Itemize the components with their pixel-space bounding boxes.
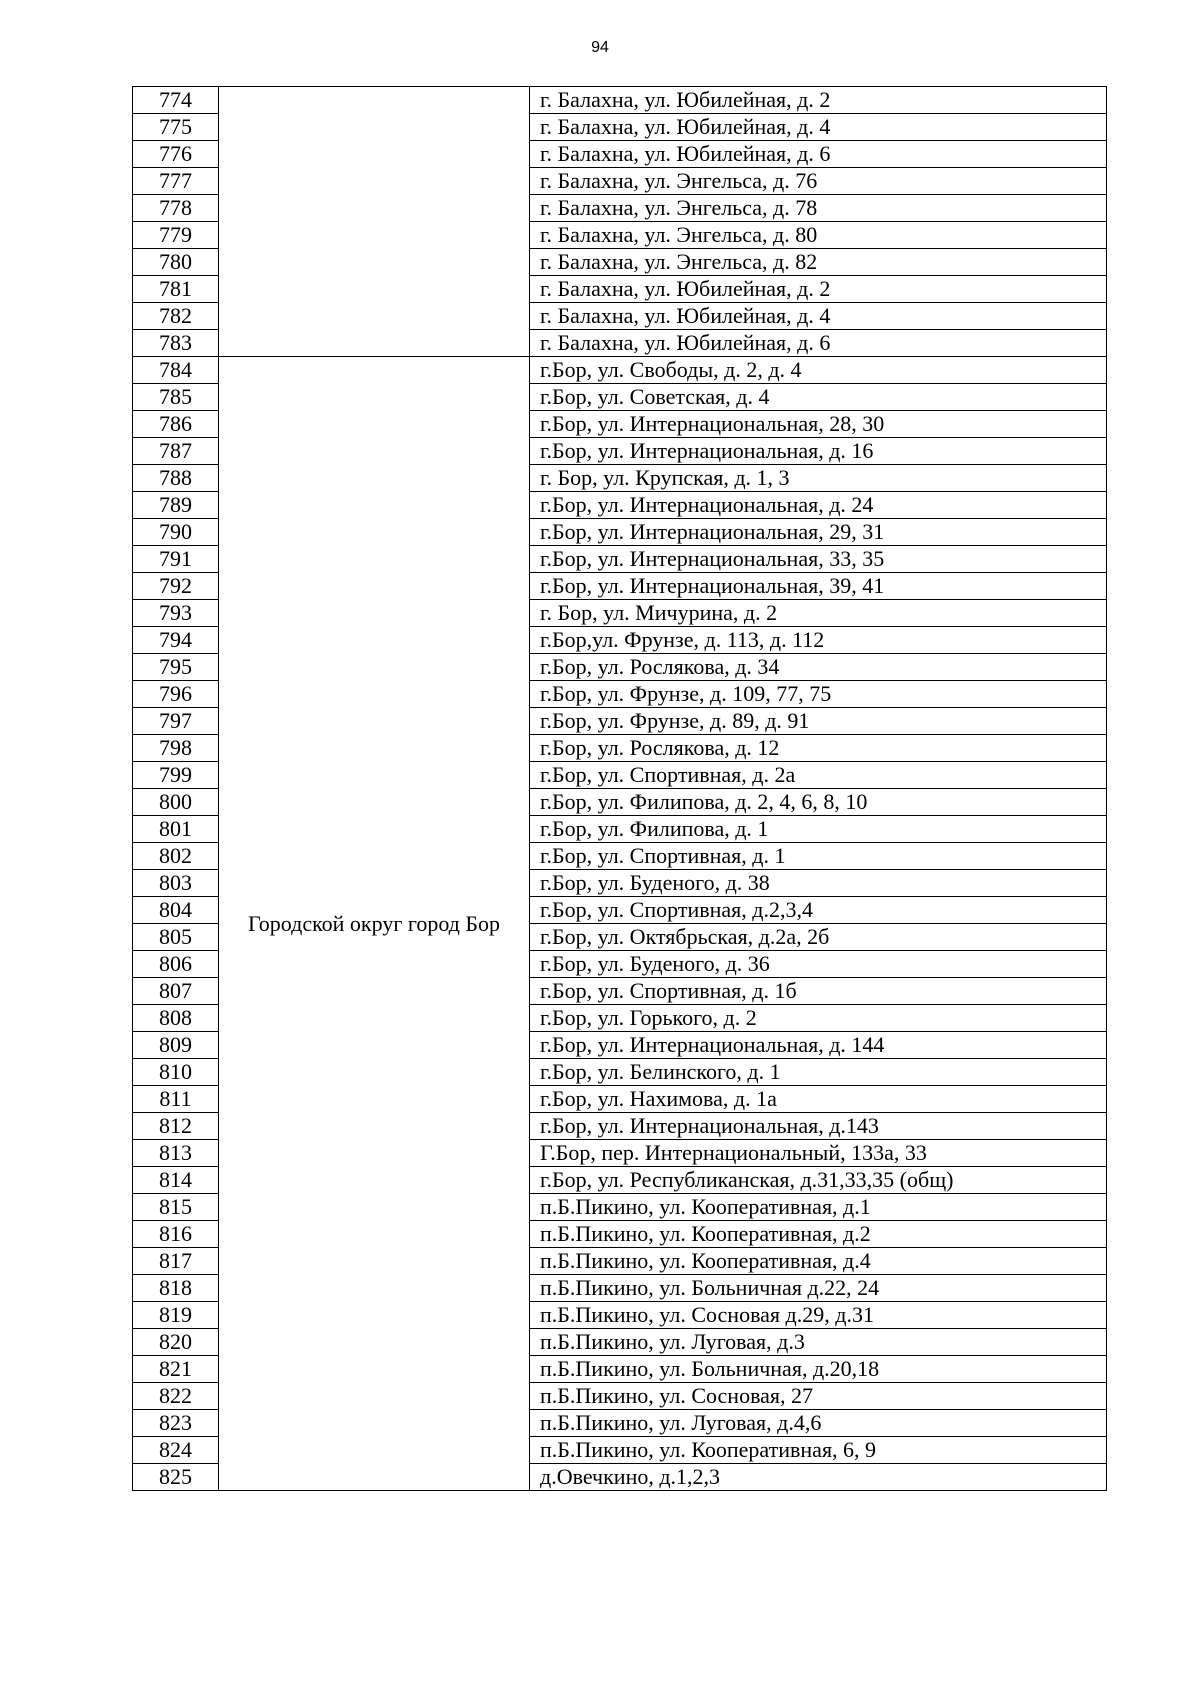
address-cell: г. Балахна, ул. Юбилейная, д. 6	[530, 141, 1107, 168]
address-cell: г.Бор, ул. Интернациональная, д. 16	[530, 438, 1107, 465]
row-number-cell: 813	[133, 1140, 219, 1167]
table-row	[133, 357, 1107, 384]
row-number-cell: 786	[133, 411, 219, 438]
row-number-cell: 781	[133, 276, 219, 303]
address-cell: г.Бор, ул. Филипова, д. 2, 4, 6, 8, 10	[530, 789, 1107, 816]
address-cell: г. Балахна, ул. Юбилейная, д. 2	[530, 276, 1107, 303]
row-number-cell: 800	[133, 789, 219, 816]
address-cell: г.Бор, ул. Интернациональная, д. 144	[530, 1032, 1107, 1059]
address-cell: г. Балахна, ул. Энгельса, д. 76	[530, 168, 1107, 195]
row-number-cell: 823	[133, 1410, 219, 1437]
address-cell: п.Б.Пикино, ул. Больничная, д.20,18	[530, 1356, 1107, 1383]
address-cell: п.Б.Пикино, ул. Кооперативная, д.4	[530, 1248, 1107, 1275]
address-cell: г. Бор, ул. Мичурина, д. 2	[530, 600, 1107, 627]
address-cell: г.Бор, ул. Свободы, д. 2, д. 4	[530, 357, 1107, 384]
address-table-body	[133, 87, 1107, 1491]
row-number-cell: 782	[133, 303, 219, 330]
address-cell: г.Бор, ул. Рослякова, д. 34	[530, 654, 1107, 681]
row-number-cell: 804	[133, 897, 219, 924]
row-number-cell: 818	[133, 1275, 219, 1302]
row-number-cell: 783	[133, 330, 219, 357]
address-cell: г.Бор, ул. Интернациональная, 33, 35	[530, 546, 1107, 573]
row-number-cell: 774	[133, 87, 219, 114]
row-number-cell: 819	[133, 1302, 219, 1329]
row-number-cell: 789	[133, 492, 219, 519]
address-cell: д.Овечкино, д.1,2,3	[530, 1464, 1107, 1491]
row-number-cell: 775	[133, 114, 219, 141]
row-number-cell: 814	[133, 1167, 219, 1194]
address-cell: г. Балахна, ул. Юбилейная, д. 4	[530, 114, 1107, 141]
row-number-cell: 791	[133, 546, 219, 573]
address-cell: г.Бор, ул. Филипова, д. 1	[530, 816, 1107, 843]
address-cell: г. Балахна, ул. Юбилейная, д. 2	[530, 87, 1107, 114]
row-number-cell: 825	[133, 1464, 219, 1491]
row-number-cell: 776	[133, 141, 219, 168]
row-number-cell: 787	[133, 438, 219, 465]
row-number-cell: 780	[133, 249, 219, 276]
address-cell: г.Бор, ул. Спортивная, д. 1	[530, 843, 1107, 870]
row-number-cell: 811	[133, 1086, 219, 1113]
address-cell: г.Бор, ул. Спортивная, д. 2а	[530, 762, 1107, 789]
row-number-cell: 795	[133, 654, 219, 681]
row-number-cell: 785	[133, 384, 219, 411]
address-cell: г. Балахна, ул. Юбилейная, д. 6	[530, 330, 1107, 357]
address-cell: г.Бор, ул. Интернациональная, д. 24	[530, 492, 1107, 519]
row-number-cell: 808	[133, 1005, 219, 1032]
row-number-cell: 806	[133, 951, 219, 978]
address-cell: г. Балахна, ул. Юбилейная, д. 4	[530, 303, 1107, 330]
row-number-cell: 817	[133, 1248, 219, 1275]
address-cell: п.Б.Пикино, ул. Кооперативная, д.1	[530, 1194, 1107, 1221]
row-number-cell: 821	[133, 1356, 219, 1383]
address-cell: п.Б.Пикино, ул. Сосновая, 27	[530, 1383, 1107, 1410]
address-cell: г.Бор, ул. Горького, д. 2	[530, 1005, 1107, 1032]
address-cell: г.Бор, ул. Советская, д. 4	[530, 384, 1107, 411]
page-number: 94	[591, 39, 609, 56]
address-cell: п.Б.Пикино, ул. Кооперативная, 6, 9	[530, 1437, 1107, 1464]
address-cell: г.Бор, ул. Нахимова, д. 1а	[530, 1086, 1107, 1113]
address-cell: г.Бор, ул. Белинского, д. 1	[530, 1059, 1107, 1086]
address-cell: г.Бор, ул. Спортивная, д.2,3,4	[530, 897, 1107, 924]
address-cell: г.Бор, ул. Буденого, д. 38	[530, 870, 1107, 897]
row-number-cell: 803	[133, 870, 219, 897]
row-number-cell: 807	[133, 978, 219, 1005]
district-cell	[219, 87, 530, 357]
address-cell: г.Бор, ул. Буденого, д. 36	[530, 951, 1107, 978]
row-number-cell: 809	[133, 1032, 219, 1059]
row-number-cell: 802	[133, 843, 219, 870]
address-cell: г.Бор, ул. Интернациональная, 29, 31	[530, 519, 1107, 546]
row-number-cell: 824	[133, 1437, 219, 1464]
row-number-cell: 788	[133, 465, 219, 492]
address-cell: г.Бор, ул. Спортивная, д. 1б	[530, 978, 1107, 1005]
row-number-cell: 792	[133, 573, 219, 600]
row-number-cell: 812	[133, 1113, 219, 1140]
address-cell: г. Балахна, ул. Энгельса, д. 82	[530, 249, 1107, 276]
address-cell: п.Б.Пикино, ул. Сосновая д.29, д.31	[530, 1302, 1107, 1329]
address-cell: г.Бор, ул. Фрунзе, д. 109, 77, 75	[530, 681, 1107, 708]
table-row	[133, 87, 1107, 114]
address-cell: г.Бор, ул. Республиканская, д.31,33,35 (общ)	[530, 1167, 1107, 1194]
row-number-cell: 790	[133, 519, 219, 546]
address-cell: г. Балахна, ул. Энгельса, д. 80	[530, 222, 1107, 249]
address-cell: г. Бор, ул. Крупская, д. 1, 3	[530, 465, 1107, 492]
row-number-cell: 796	[133, 681, 219, 708]
address-cell: г.Бор, ул. Интернациональная, д.143	[530, 1113, 1107, 1140]
row-number-cell: 810	[133, 1059, 219, 1086]
address-cell: г. Балахна, ул. Энгельса, д. 78	[530, 195, 1107, 222]
address-cell: г.Бор, ул. Интернациональная, 39, 41	[530, 573, 1107, 600]
address-cell: г.Бор, ул. Октябрьская, д.2а, 2б	[530, 924, 1107, 951]
row-number-cell: 784	[133, 357, 219, 384]
row-number-cell: 815	[133, 1194, 219, 1221]
row-number-cell: 820	[133, 1329, 219, 1356]
row-number-cell: 798	[133, 735, 219, 762]
row-number-cell: 801	[133, 816, 219, 843]
row-number-cell: 822	[133, 1383, 219, 1410]
address-cell: п.Б.Пикино, ул. Больничная д.22, 24	[530, 1275, 1107, 1302]
row-number-cell: 779	[133, 222, 219, 249]
address-cell: п.Б.Пикино, ул. Луговая, д.3	[530, 1329, 1107, 1356]
row-number-cell: 777	[133, 168, 219, 195]
address-cell: г.Бор,ул. Фрунзе, д. 113, д. 112	[530, 627, 1107, 654]
row-number-cell: 778	[133, 195, 219, 222]
address-cell: Г.Бор, пер. Интернациональный, 133а, 33	[530, 1140, 1107, 1167]
row-number-cell: 793	[133, 600, 219, 627]
address-table	[132, 86, 1107, 1491]
row-number-cell: 805	[133, 924, 219, 951]
address-cell: п.Б.Пикино, ул. Луговая, д.4,6	[530, 1410, 1107, 1437]
address-cell: г.Бор, ул. Интернациональная, 28, 30	[530, 411, 1107, 438]
address-cell: г.Бор, ул. Фрунзе, д. 89, д. 91	[530, 708, 1107, 735]
row-number-cell: 799	[133, 762, 219, 789]
address-cell: п.Б.Пикино, ул. Кооперативная, д.2	[530, 1221, 1107, 1248]
district-cell: Городской округ город Бор	[219, 357, 530, 1491]
row-number-cell: 797	[133, 708, 219, 735]
row-number-cell: 794	[133, 627, 219, 654]
row-number-cell: 816	[133, 1221, 219, 1248]
address-cell: г.Бор, ул. Рослякова, д. 12	[530, 735, 1107, 762]
